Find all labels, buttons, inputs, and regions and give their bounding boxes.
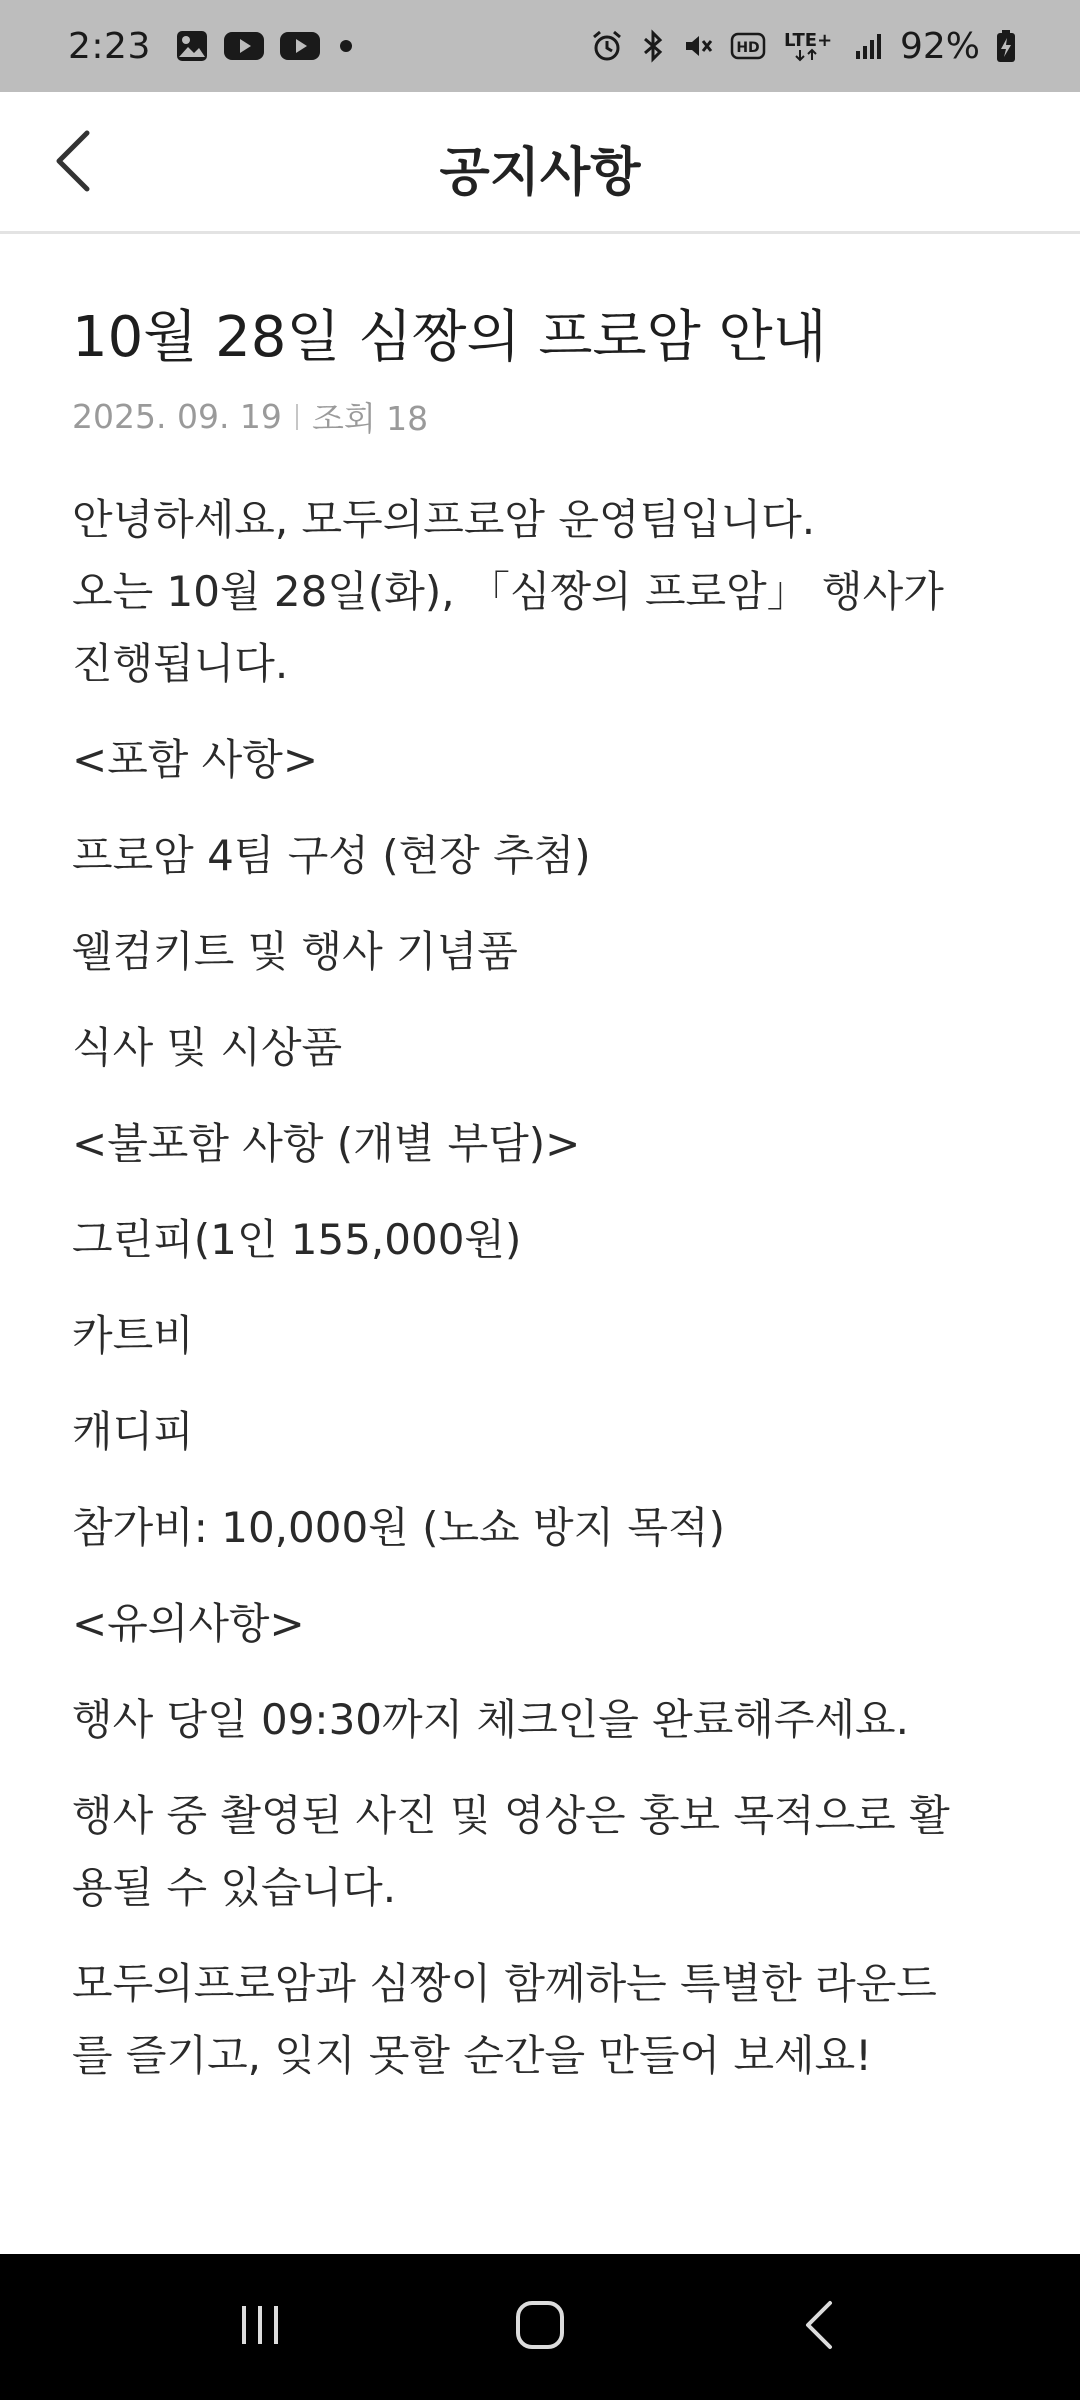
nav-back-button[interactable] xyxy=(760,2277,880,2377)
notice-paragraph: <유의사항> xyxy=(72,1599,305,1649)
bluetooth-icon xyxy=(640,29,666,63)
notice-paragraph: 프로암 4팀 구성 (현장 추첨) xyxy=(72,831,591,881)
notice-paragraph: 그린피(1인 155,000원) xyxy=(72,1215,522,1265)
notice-paragraph: <불포함 사항 (개별 부담)> xyxy=(72,1119,581,1169)
status-time: 2:23 xyxy=(68,25,151,67)
recent-apps-button[interactable] xyxy=(200,2277,320,2377)
youtube-icon xyxy=(223,30,265,62)
signal-icon xyxy=(854,31,884,61)
page-title: 공지사항 xyxy=(439,143,641,203)
status-bar xyxy=(0,0,1080,92)
notice-paragraph: 캐디피 xyxy=(72,1407,194,1457)
home-button[interactable] xyxy=(480,2277,600,2377)
notice-paragraph: 참가비: 10,000원 (노쇼 방지 목적) xyxy=(72,1503,726,1553)
hd-icon xyxy=(730,31,766,61)
notice-body xyxy=(72,484,1008,2092)
meta-divider xyxy=(296,404,298,430)
notice-paragraph: <포함 사항> xyxy=(72,735,319,785)
notice-views: 조회 18 xyxy=(311,399,429,439)
notice-paragraph: 웰컴키트 및 행사 기념품 xyxy=(72,927,518,977)
back-icon xyxy=(800,2298,840,2356)
battery-percent: 92% xyxy=(899,25,980,67)
notice-paragraph: 모두의프로암과 심짱이 함께하는 특별한 라운드 를 즐기고, 잊지 못할 순간을 만들어 보세요! xyxy=(72,1959,937,2081)
notice-meta xyxy=(72,393,1008,440)
alarm-icon xyxy=(590,29,624,63)
status-bar-right xyxy=(590,26,1016,67)
notice-paragraph: 카트비 xyxy=(72,1311,194,1361)
app-bar xyxy=(0,92,1080,234)
mute-icon xyxy=(682,30,714,62)
svg-text:LTE+: LTE+ xyxy=(783,30,833,51)
system-nav-bar xyxy=(0,2254,1080,2400)
home-icon xyxy=(513,2298,567,2356)
youtube-icon xyxy=(279,30,321,62)
notice-paragraph: 행사 당일 09:30까지 체크인을 완료해주세요. xyxy=(72,1695,909,1745)
notice-paragraph: 행사 중 촬영된 사진 및 영상은 홍보 목적으로 활 용될 수 있습니다. xyxy=(72,1791,950,1913)
notice-date: 2025. 09. 19 xyxy=(72,397,282,437)
notice-paragraph: 식사 및 시상품 xyxy=(72,1023,343,1073)
notice-paragraph: 안녕하세요, 모두의프로암 운영팀입니다. 오는 10월 28일(화), 「심짱의 프로암」 행사가 진행됩니다. xyxy=(72,495,944,689)
gallery-icon xyxy=(175,29,209,63)
notification-dot-icon xyxy=(335,35,357,57)
status-bar-left xyxy=(68,26,357,67)
battery-charging-icon xyxy=(996,29,1016,63)
svg-text:HD: HD xyxy=(736,40,760,56)
lte-icon xyxy=(782,28,838,64)
notice-title: 10월 28일 심짱의 프로암 안내 xyxy=(72,305,827,370)
notice-content xyxy=(72,234,1008,2116)
recent-apps-icon xyxy=(235,2300,285,2354)
